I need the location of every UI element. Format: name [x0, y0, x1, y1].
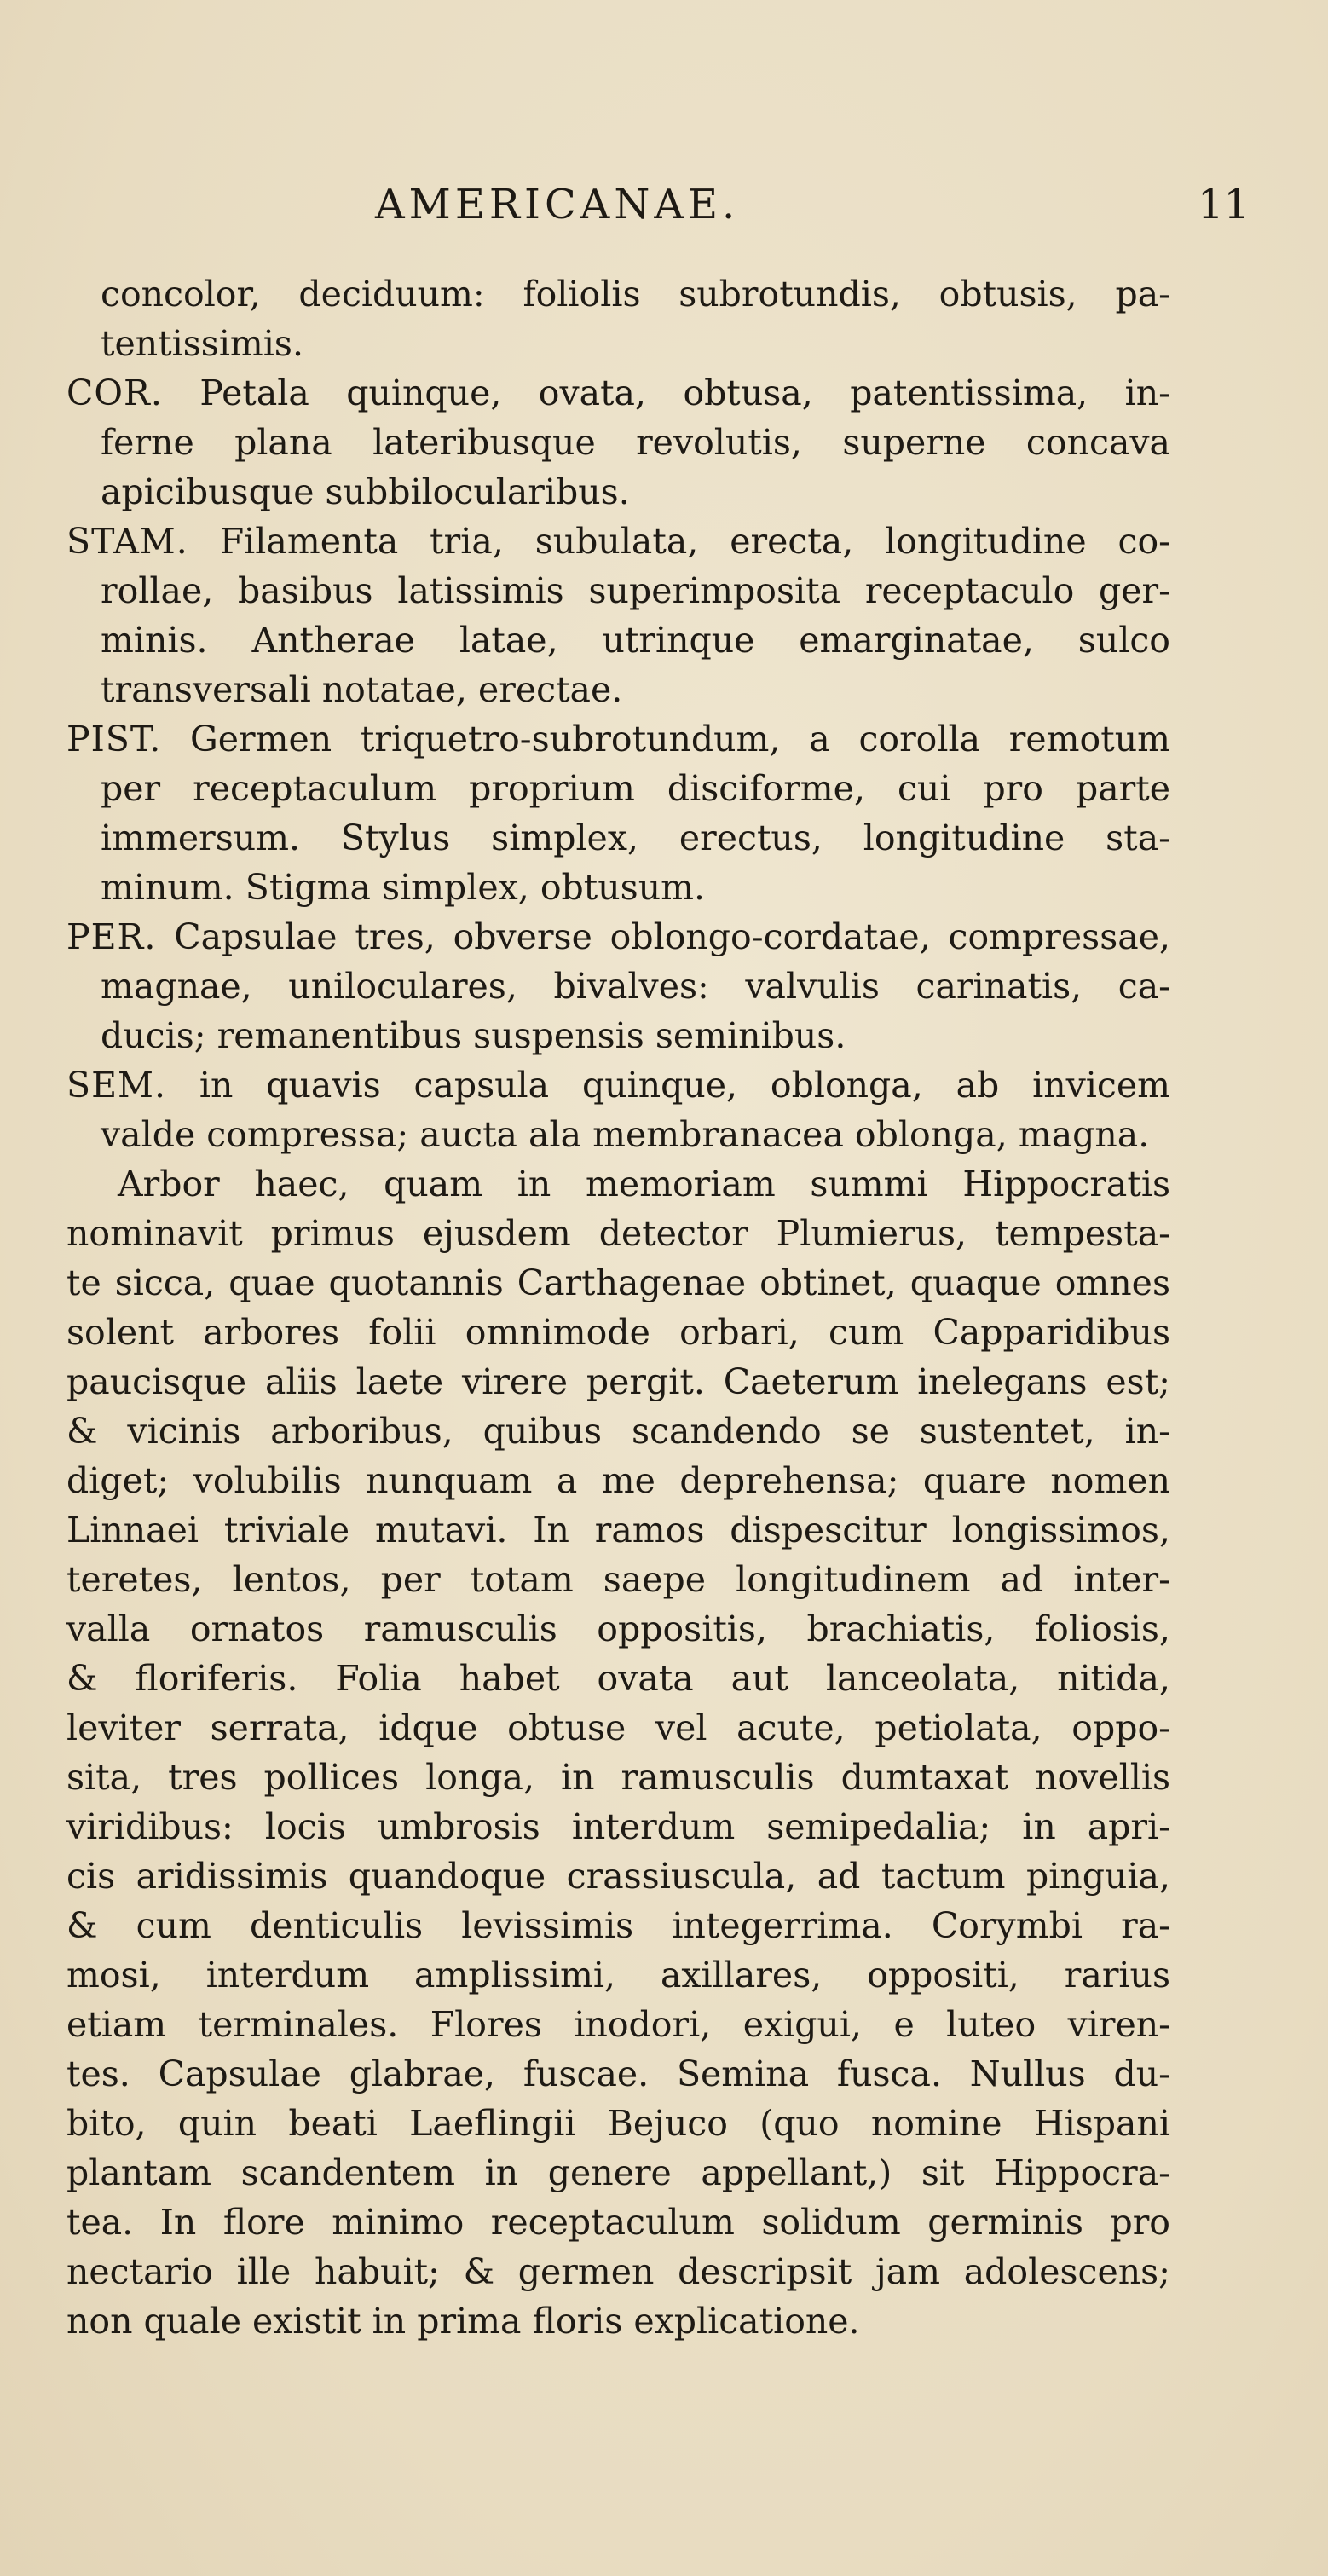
line-text: solent arbores folii omnimode orbari, cum Capparidibus [66, 1312, 1170, 1353]
text-line [66, 467, 1170, 517]
section-label: SEM. [66, 1065, 167, 1106]
line-text: concolor, deciduum: foliolis subrotundis, obtusis, pa- [101, 274, 1170, 315]
text-line [66, 1654, 1170, 1703]
text-line [66, 1456, 1170, 1505]
line-text: Linnaei triviale mutavi. In ramos dispescitur longissimos, [66, 1510, 1170, 1551]
text-line [66, 813, 1170, 863]
text-line [66, 269, 1170, 319]
text-line [66, 863, 1170, 912]
text-body [66, 269, 1170, 2346]
text-line [66, 2296, 1170, 2346]
text-line [66, 1604, 1170, 1654]
text-line [66, 1555, 1170, 1604]
text-line [66, 1851, 1170, 1901]
line-text: & vicinis arboribus, quibus scandendo se sustentet, in- [66, 1411, 1170, 1452]
line-text: Capsulae tres, obverse oblongo-cordatae, compressae, [174, 916, 1170, 957]
text-line [66, 615, 1170, 665]
line-text: minis. Antherae latae, utrinque emarginatae, sulco [101, 620, 1170, 661]
line-text: in quavis capsula quinque, oblonga, ab invicem [199, 1065, 1170, 1106]
line-text: valla ornatos ramusculis oppositis, brachiatis, foliosis, [66, 1609, 1170, 1649]
line-text: viridibus: locis umbrosis interdum semipedalia; in apri- [66, 1806, 1170, 1847]
running-title: AMERICANAE. [375, 181, 740, 228]
text-line [66, 1209, 1170, 1258]
text-line [66, 2198, 1170, 2247]
line-text: magnae, uniloculares, bivalves: valvulis carinatis, ca- [101, 966, 1170, 1007]
line-text: etiam terminales. Flores inodori, exigui, e luteo viren- [66, 2004, 1170, 2045]
text-line [66, 1753, 1170, 1802]
line-text: tentissimis. [101, 323, 303, 364]
line-text: nectario ille habuit; & germen descripsit jam adolescens; [66, 2251, 1170, 2292]
line-text: ferne plana lateribusque revolutis, superne concava [101, 422, 1170, 463]
line-text: nominavit primus ejusdem detector Plumierus, tempesta- [66, 1213, 1170, 1254]
text-line [66, 1406, 1170, 1456]
text-line [66, 1110, 1170, 1159]
line-text: immersum. Stylus simplex, erectus, longitudine sta- [101, 817, 1170, 858]
line-text: diget; volubilis nunquam a me deprehensa; quare nomen [66, 1460, 1170, 1501]
text-line [66, 1505, 1170, 1555]
text-line [66, 1258, 1170, 1308]
line-text: & cum denticulis levissimis integerrima. Corymbi ra- [66, 1905, 1170, 1946]
line-text: mosi, interdum amplissimi, axillares, oppositi, rarius [66, 1955, 1170, 1996]
text-line [66, 1357, 1170, 1406]
line-text: tes. Capsulae glabrae, fuscae. Semina fusca. Nullus du- [66, 2053, 1170, 2094]
line-text: ducis; remanentibus suspensis seminibus. [101, 1015, 846, 1056]
section-label: PER. [66, 916, 157, 957]
text-line [66, 2148, 1170, 2198]
text-line [66, 1011, 1170, 1060]
line-text: te sicca, quae quotannis Carthagenae obtinet, quaque omnes [66, 1262, 1170, 1303]
text-line [66, 912, 1170, 962]
line-text: Arbor haec, quam in memoriam summi Hippocratis [118, 1164, 1170, 1204]
line-text: paucisque aliis laete virere pergit. Caeterum inelegans est; [66, 1361, 1170, 1402]
line-text: non quale existit in prima floris explicatione. [66, 2301, 860, 2342]
text-line [66, 319, 1170, 368]
line-text: per receptaculum proprium disciforme, cui pro parte [101, 768, 1170, 809]
text-line [66, 1802, 1170, 1851]
line-text: Filamenta tria, subulata, erecta, longitudine co- [219, 521, 1170, 562]
line-text: bito, quin beati Laeflingii Bejuco (quo nomine Hispani [66, 2103, 1170, 2144]
text-line [66, 764, 1170, 813]
line-text: Germen triquetro-subrotundum, a corolla remotum [190, 719, 1170, 760]
line-text: Petala quinque, ovata, obtusa, patentissima, in- [199, 373, 1170, 413]
text-line [66, 1159, 1170, 1209]
text-line [66, 2000, 1170, 2049]
section-label: COR. [66, 373, 163, 413]
text-line [66, 665, 1170, 714]
line-text: teretes, lentos, per totam saepe longitudinem ad inter- [66, 1559, 1170, 1600]
text-line [66, 1901, 1170, 1950]
line-text: transversali notatae, erectae. [101, 669, 623, 710]
line-text: apicibusque subbilocularibus. [101, 471, 630, 512]
text-line [66, 962, 1170, 1011]
line-text: valde compressa; aucta ala membranacea oblonga, magna. [101, 1114, 1150, 1155]
text-line [66, 2247, 1170, 2296]
section-label: STAM. [66, 521, 188, 562]
text-line [66, 566, 1170, 615]
section-label: PIST. [66, 719, 162, 760]
line-text: & floriferis. Folia habet ovata aut lanceolata, nitida, [66, 1658, 1170, 1699]
text-line [66, 714, 1170, 764]
text-line [66, 2099, 1170, 2148]
page-header [0, 170, 1328, 239]
text-line [66, 1308, 1170, 1357]
text-line [66, 418, 1170, 467]
text-line [66, 368, 1170, 418]
line-text: sita, tres pollices longa, in ramusculis dumtaxat novellis [66, 1757, 1170, 1798]
line-text: plantam scandentem in genere appellant,) sit Hippocra- [66, 2152, 1170, 2193]
text-line [66, 2049, 1170, 2099]
text-line [66, 1950, 1170, 2000]
text-line [66, 1703, 1170, 1753]
line-text: leviter serrata, idque obtuse vel acute, petiolata, oppo- [66, 1707, 1170, 1748]
line-text: rollae, basibus latissimis superimposita receptaculo ger- [101, 570, 1170, 611]
text-line [66, 1060, 1170, 1110]
line-text: cis aridissimis quandoque crassiuscula, ad tactum pinguia, [66, 1856, 1170, 1897]
line-text: minum. Stigma simplex, obtusum. [101, 867, 706, 908]
page-number: 11 [1198, 181, 1250, 228]
text-line [66, 517, 1170, 566]
line-text: tea. In flore minimo receptaculum solidum germinis pro [66, 2202, 1170, 2243]
